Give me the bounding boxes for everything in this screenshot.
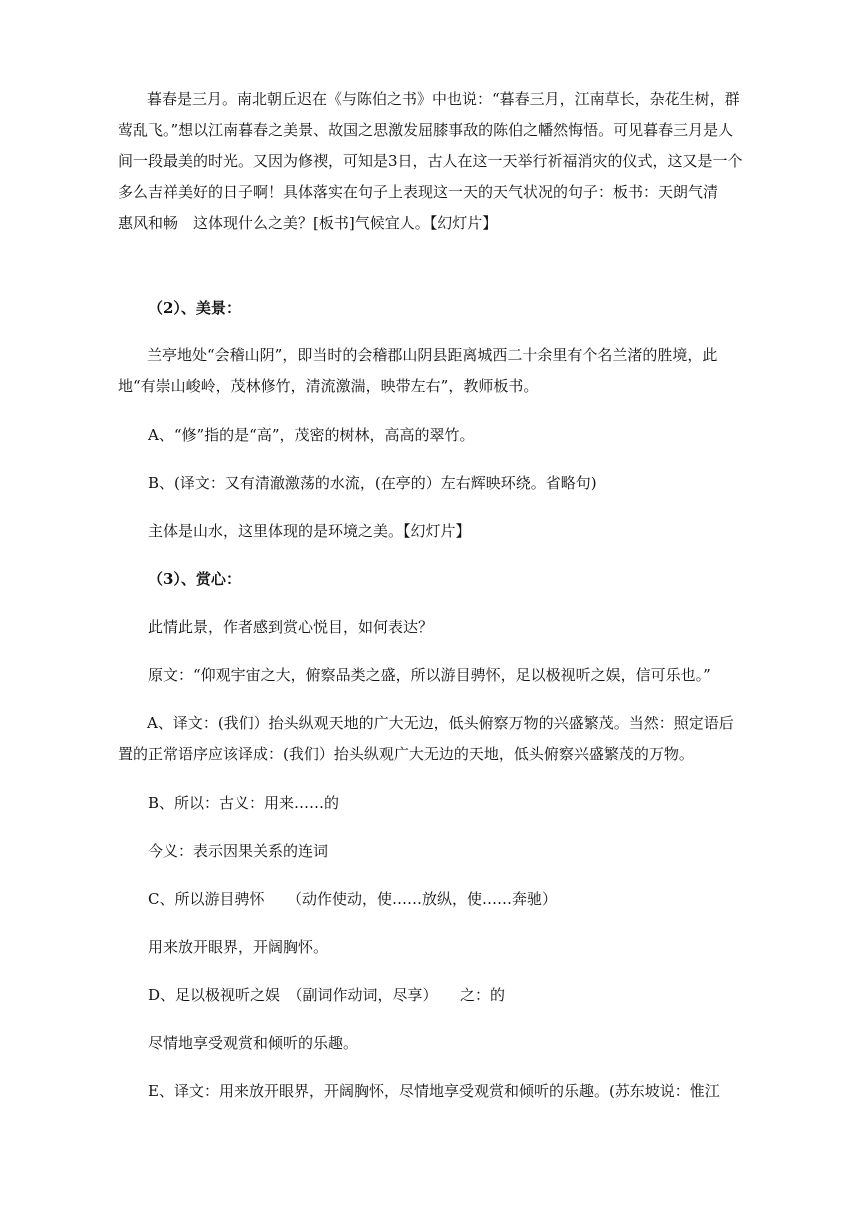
- paragraph-question: 此情此景，作者感到赏心悦目，如何表达？: [148, 618, 434, 636]
- note-c-explanation: 用来放开眼界，开阔胸怀。: [148, 938, 329, 956]
- note-item-a-translation: A、译文：(我们）抬头纵观天地的广大无边，低头俯察万物的兴盛繁茂。当然：照定语后置的正常语序应该译成：(我们）抬头纵观广大无边的天地，低头俯察兴盛繁茂的万物。: [118, 714, 734, 763]
- note-item-e-translation: E、译文：用来放开眼界，开阔胸怀，尽情地享受观赏和倾听的乐趣。(苏东坡说：惟江: [148, 1082, 720, 1100]
- paragraph-lanting-location: 兰亭地处“会稽山阴”，即当时的会稽郡山阴县距离城西二十余里有个名兰渚的胜境，此地“有崇山峻岭，茂林修竹，清流激湍，映带左右”，教师板书。: [118, 346, 718, 395]
- paragraph-late-spring: 暮春是三月。南北朝丘迟在《与陈伯之书》中也说：“暮春三月，江南草长，杂花生树，群莺乱飞。”想以江南暮春之美景、故国之思激发屈膝事敌的陈伯之幡然悔悟。可见暮春三月是人间一段最美的时光。又因为修禊，可知是3日，古人在这一天举行祈福消灾的仪式，这又是一个多么吉祥美好的日子啊！具体落实在句子上表现这一天的天气状况的句子：板书：天朗气清 惠风和畅 这体现什么之美？[板书]气候宜人。【幻灯片】: [118, 90, 749, 232]
- note-item-b-translation: B、(译文：又有清澈激荡的水流，(在亭的）左右辉映环绕。省略句): [148, 474, 597, 492]
- section-heading-scenery: （2）、美景：: [148, 299, 241, 317]
- note-item-c-causative: C、所以游目骋怀 （动作使动，使……放纵，使……奔驰）: [148, 890, 557, 908]
- paragraph-environment-beauty: 主体是山水，这里体现的是环境之美。【幻灯片】: [148, 522, 471, 540]
- note-item-d-adverb-verb: D、足以极视听之娱 （副词作动词，尽享） 之：的: [148, 986, 506, 1004]
- note-modern-meaning: 今义：表示因果关系的连词: [148, 842, 329, 860]
- section-heading-enjoyment: （3）、赏心：: [148, 570, 241, 588]
- paragraph-original-text: 原文：“仰观宇宙之大，俯察品类之盛，所以游目骋怀，足以极视听之娱，信可乐也。”: [148, 666, 711, 684]
- note-item-b-suoyi: B、所以：古义：用来……的: [148, 794, 340, 812]
- note-item-a-xiu: A、“修”指的是“高”，茂密的树林，高高的翠竹。: [148, 426, 475, 444]
- note-d-explanation: 尽情地享受观赏和倾听的乐趣。: [148, 1034, 359, 1052]
